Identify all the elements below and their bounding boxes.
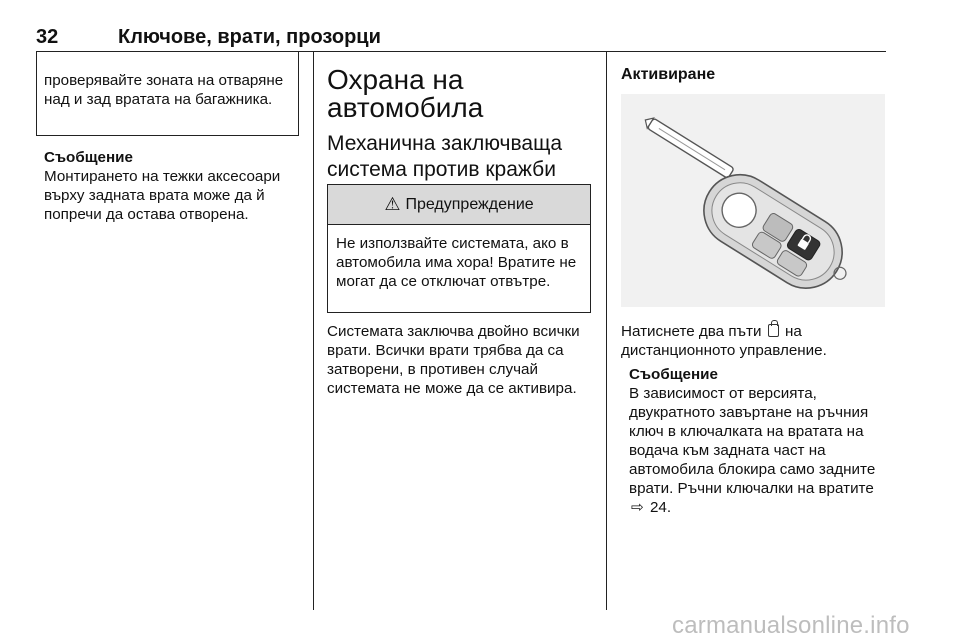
note-title: Съобщение bbox=[629, 366, 718, 383]
car-key-fob-illustration-icon bbox=[621, 94, 885, 307]
page-header bbox=[36, 24, 886, 52]
page-reference-arrow-icon: ⇨ bbox=[631, 499, 644, 516]
subsection-heading: Механична заключваща система против кражби bbox=[327, 132, 563, 181]
note-manual-key bbox=[629, 365, 891, 517]
instruction-text-before: Натиснете два пъти bbox=[621, 323, 762, 340]
section-heading: Охрана на автомобила bbox=[327, 64, 484, 123]
activation-heading: Активиране bbox=[621, 66, 716, 83]
chapter-title: Ключове, врати, прозорци bbox=[118, 26, 381, 48]
deadlock-description: Системата заключва двойно всички врати. Всички врати трябва да са затворени, в противен случай системата не може да се активира. bbox=[327, 323, 580, 397]
instruction-text-after: на дистанционното управление. bbox=[621, 323, 827, 359]
page-reference[interactable]: 24. bbox=[649, 499, 672, 516]
lock-icon bbox=[768, 324, 779, 337]
note-heavy-accessories bbox=[44, 148, 306, 224]
warning-triangle-icon: ⚠ bbox=[384, 194, 401, 214]
activation-instruction bbox=[621, 322, 887, 360]
warning-title: Предупреждение bbox=[405, 196, 534, 213]
note-text-body: В зависимост от версията, двукратното завъртане на ръчния ключ в ключалката на вратата на водача към задната част на автомобила блокира само задните врати. Ръчни ключалки на вратите bbox=[629, 385, 876, 497]
key-fob-figure bbox=[621, 94, 885, 307]
warning-box bbox=[327, 184, 591, 313]
page-number: 32 bbox=[36, 26, 59, 48]
column-divider-2 bbox=[606, 52, 607, 610]
column-divider-1 bbox=[313, 52, 314, 610]
note-text: Монтирането на тежки аксесоари върху задната врата може да й попречи да остава отворена. bbox=[44, 168, 281, 223]
warning-text: Не използвайте системата, ако в автомобила има хора! Вратите не могат да се отключат отвътре. bbox=[336, 235, 577, 290]
continued-warning-text: проверявайте зоната на отваряне над и зад вратата на багажника. bbox=[44, 72, 284, 108]
warning-header bbox=[328, 185, 590, 225]
note-text bbox=[629, 384, 891, 517]
watermark: carmanualsonline.info bbox=[672, 612, 910, 639]
continued-warning-box bbox=[36, 52, 299, 136]
note-title: Съобщение bbox=[44, 149, 133, 166]
